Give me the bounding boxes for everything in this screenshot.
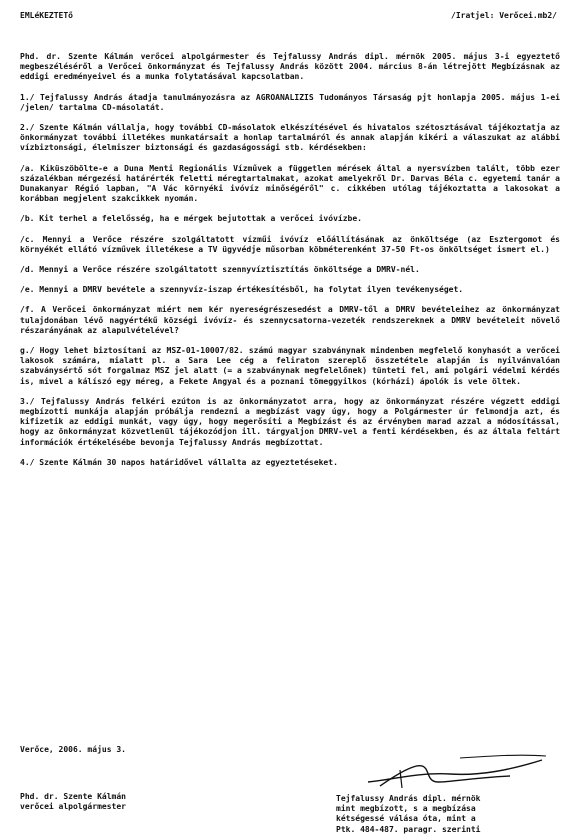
signer-right-name: Tejfalussy András dipl. mérnök xyxy=(336,794,481,803)
item-2-paragraph: 2./ Szente Kálmán vállalja, hogy további CD-másolatok elkészítésével és hivatalos szétosztásával tájékoztatja az önkormányzat további illetékes munkatársait a honlap tartalmáról és annak alapján kikéri a válaszukat az alábbi vízbiztonsági, élelmiszer biztonsági és gazdaságossági stb. kérdésekben: xyxy=(20,123,560,153)
signer-right-role-2: kétségessé válása óta, mint a xyxy=(336,814,476,824)
signer-right-role-1: mint megbízott, s a megbízása xyxy=(336,804,476,814)
intro-paragraph: Phd. dr. Szente Kálmán verőcei alpolgármester és Tejfalussy András dipl. mérnök 2005. május 3-i egyeztető megbeszéléséről a Verőcei önkormányzat és Tejfalussy András között 2004. március 8-án létrejött Megbízásnak az eddigi eredményeivel és a munka folytatásával kapcsolatban. xyxy=(20,52,560,82)
question-c-paragraph: /c. Mennyi a Verőce részére szolgáltatott vízműi ivóvíz előállításának az önköltsége (az Esztergomot és környékét ellátó vízművek illetékese a TV ügyvédje műsorban köbméterenként 37-50 Ft-os önköltséget ismert el.) xyxy=(20,234,560,254)
question-g-paragraph: g./ Hogy lehet biztosítani az MSZ-01-10007/82. számú magyar szabványnak mindenben megfelelő konyhasót a verőcei lakosok számára, mialatt pl. a Sara Lee cég a feliraton szereplő összetétele alapján is nyilvánvalóan szabványsértő sót forgalmaz MSZ jel alatt (= a szabványnak megfelelőnek) tünteti fel, ami polgári védelmi kérdés is, mivel a kálíszó egy méreg, a Fekete Angyal és a poznani tömeggyilkos (kórházi) ápolók is vele öltek. xyxy=(20,346,560,386)
handwritten-signature xyxy=(360,752,550,792)
question-a-paragraph: /a. Kiküszöbölte-e a Duna Menti Regionális Vízművek a független mérések által a nyersvízben talált, több ezer százalékban mérgezési határérték feletti méregtartalmakat, azokat amelyekről Dr. Darvas Béla c. egyetemi tanár a Dunakanyar Régió lapban, "A Vác környéki ivóvíz minőségéről" c. cikkében utólag tájékoztatta a lakosokat a korábban megjelent szakcikkek nyomán. xyxy=(20,163,560,204)
document-date: Verőce, 2006. május 3. xyxy=(20,745,126,754)
file-reference-label: /Iratjel: Verőcei.mb2/ xyxy=(451,11,557,20)
question-e-paragraph: /e. Mennyi a DMRV bevétele a szennyvíz-iszap értékesítésből, ha folytat ilyen tevékenységet. xyxy=(20,285,464,295)
item-1-paragraph: 1./ Tejfalussy András átadja tanulmányozásra az AGROANALIZIS Tudományos Társaság pjt honlapja 2005. május 1-ei /jelen/ tartalma CD-másolatát. xyxy=(20,92,560,112)
signer-left-name: Phd. dr. Szente Kálmán xyxy=(20,792,126,801)
item-3-paragraph: 3./ Tejfalussy András felkéri ezúton is az önkormányzatot arra, hogy az önkormányzat részére végzett eddigi megbízotti munkája alapján próbálja rendezni a megbízást vagy úgy, hogy a Polgármester úr felmondja azt, és kifizetik az eddigi munkát, vagy úgy, hogy megerősíti a Megbízást és az érvényben marad azzal a módosítással, hogy az önkormányzat közvetlenül tájékozódjon ill. tárgyaljon DMRV-vel a fenti kérdésekben, és az általa feltárt információk értékelésébe bevonja Tejfalussy András megbízottat. xyxy=(20,396,560,447)
signer-left-title: verőcei alpolgármester xyxy=(20,802,126,812)
question-b-paragraph: /b. Kit terhel a felelősség, ha e mérgek bejutottak a verőcei ivóvízbe. xyxy=(20,214,362,224)
item-4-paragraph: 4./ Szente Kálmán 30 napos határidővel vállalta az egyeztetéseket. xyxy=(20,457,338,467)
document-type-label: EMLéKEZTETő xyxy=(20,11,73,20)
document-body xyxy=(20,52,560,478)
question-d-paragraph: /d. Mennyi a Verőce részére szolgáltatott szennyvíztisztítás önköltsége a DMRV-nél. xyxy=(20,265,420,275)
signer-right-role-3: Ptk. 484-487. paragr. szerinti xyxy=(336,824,481,834)
signer-left-block xyxy=(20,792,126,812)
signer-right-block xyxy=(336,794,566,835)
question-f-paragraph: /f. A Verőcei önkormányzat miért nem kér nyereségrészesedést a DMRV-től a DMRV bevételeihez az önkormányzat tulajdonában lévő nagyértékű községi ivóvíz- és szennycsatorna-vezeték rendszereknek a DMRV bevételeit növelő részarányának az alapulvételével? xyxy=(20,305,560,335)
